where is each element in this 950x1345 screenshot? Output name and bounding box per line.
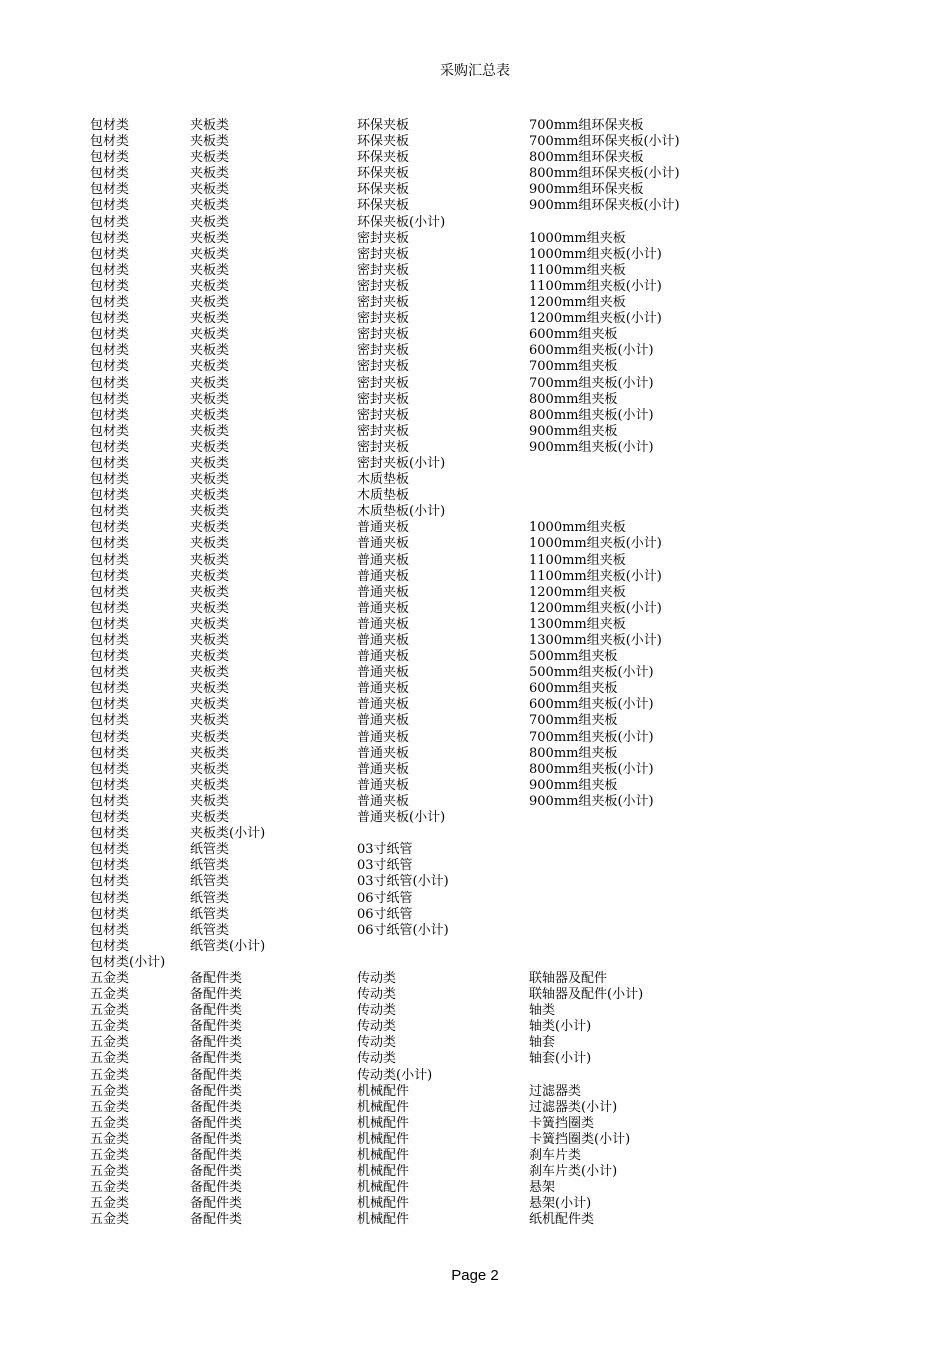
category-cell: 包材类 xyxy=(90,665,130,681)
item-group-cell: 06寸纸管(小计) xyxy=(357,922,449,938)
item-group-cell: 普通夹板 xyxy=(357,600,410,616)
item-group-cell: 普通夹板(小计) xyxy=(357,810,446,826)
category-cell: 包材类 xyxy=(90,134,130,150)
subcategory-cell: 夹板类 xyxy=(190,118,230,133)
item-cell: 轴套(小计) xyxy=(529,1051,592,1067)
item-cell: 悬架 xyxy=(529,1180,556,1196)
category-cell: 包材类 xyxy=(90,246,130,262)
category-cell: 包材类 xyxy=(90,568,130,584)
item-cell: 刹车片类(小计) xyxy=(529,1164,618,1180)
subcategory-cell: 夹板类 xyxy=(190,584,230,600)
category-cell: 包材类 xyxy=(90,906,130,922)
item-group-cell: 普通夹板 xyxy=(357,777,410,793)
subcategory-cell: 夹板类 xyxy=(190,134,230,150)
subcategory-cell: 夹板类 xyxy=(190,407,230,423)
subcategory-cell: 夹板类 xyxy=(190,520,230,536)
item-cell: 700mm组夹板(小计) xyxy=(529,729,654,745)
category-cell: 包材类 xyxy=(90,166,130,182)
subcategory-cell: 夹板类 xyxy=(190,439,230,455)
subcategory-cell: 夹板类 xyxy=(190,311,230,327)
subcategory-cell: 夹板类 xyxy=(190,246,230,262)
item-group-cell: 密封夹板 xyxy=(357,327,410,343)
item-cell: 500mm组夹板 xyxy=(529,649,618,665)
subcategory-cell: 夹板类 xyxy=(190,214,230,230)
item-group-cell: 传动类 xyxy=(357,1051,397,1067)
subcategory-cell: 夹板类 xyxy=(190,681,230,697)
item-cell: 1200mm组夹板(小计) xyxy=(529,600,662,616)
subcategory-cell: 备配件类 xyxy=(190,1019,243,1035)
category-cell: 包材类 xyxy=(90,633,130,648)
subcategory-cell: 纸管类 xyxy=(190,842,230,858)
category-cell: 包材类 xyxy=(90,649,130,665)
item-group-cell: 普通夹板 xyxy=(357,584,410,600)
category-cell: 包材类 xyxy=(90,793,130,809)
subcategory-cell: 夹板类 xyxy=(190,777,230,793)
category-cell: 包材类 xyxy=(90,504,130,520)
category-cell: 包材类 xyxy=(90,874,130,890)
item-cell: 900mm组夹板(小计) xyxy=(529,439,654,455)
category-cell: 五金类 xyxy=(90,1180,130,1196)
item-cell: 1200mm组夹板 xyxy=(529,584,626,600)
subcategory-cell: 备配件类 xyxy=(190,987,243,1003)
category-cell: 包材类 xyxy=(90,488,130,504)
subcategory-cell: 备配件类 xyxy=(190,1115,243,1131)
item-group-cell: 机械配件 xyxy=(357,1196,410,1212)
item-group-cell: 密封夹板 xyxy=(357,230,410,246)
category-cell: 包材类 xyxy=(90,375,130,391)
subcategory-cell: 纸管类 xyxy=(190,890,230,906)
category-cell: 包材类 xyxy=(90,262,130,278)
subcategory-cell: 夹板类 xyxy=(190,761,230,777)
category-cell: 包材类 xyxy=(90,407,130,423)
item-group-cell: 普通夹板 xyxy=(357,616,410,632)
category-cell: 包材类 xyxy=(90,439,130,455)
subcategory-cell: 纸管类(小计) xyxy=(190,938,266,954)
subcategory-cell: 备配件类 xyxy=(190,1067,243,1083)
category-cell: 包材类 xyxy=(90,455,130,471)
category-cell: 包材类 xyxy=(90,552,130,568)
category-cell: 包材类 xyxy=(90,697,130,713)
subcategory-cell: 备配件类 xyxy=(190,1148,243,1163)
item-cell: 900mm组夹板 xyxy=(529,777,618,793)
category-cell: 包材类 xyxy=(90,343,130,359)
subcategory-cell: 夹板类 xyxy=(190,150,230,166)
item-group-cell: 密封夹板 xyxy=(357,375,410,391)
subcategory-cell: 备配件类 xyxy=(190,1051,243,1067)
item-group-cell: 密封夹板 xyxy=(357,407,410,423)
item-group-cell: 机械配件 xyxy=(357,1083,410,1099)
item-group-cell: 传动类 xyxy=(357,1035,397,1051)
item-cell: 700mm组夹板(小计) xyxy=(529,375,654,391)
subcategory-cell: 备配件类 xyxy=(190,1164,243,1180)
category-cell: 包材类 xyxy=(90,150,130,166)
item-group-cell: 环保夹板 xyxy=(357,182,410,198)
item-group-cell: 普通夹板 xyxy=(357,552,410,568)
item-cell: 1000mm组夹板 xyxy=(529,520,626,536)
category-cell: 包材类 xyxy=(90,745,130,761)
item-cell: 800mm组夹板 xyxy=(529,745,618,761)
item-group-cell: 密封夹板 xyxy=(357,278,410,294)
item-group-cell: 传动类 xyxy=(357,987,397,1003)
item-cell: 纸机配件类 xyxy=(529,1212,595,1228)
subcategory-cell: 夹板类 xyxy=(190,262,230,278)
item-cell: 1000mm组夹板 xyxy=(529,230,626,246)
subcategory-cell: 夹板类 xyxy=(190,182,230,198)
item-group-cell: 密封夹板 xyxy=(357,439,410,455)
item-cell: 900mm组夹板(小计) xyxy=(529,793,654,809)
subcategory-cell: 夹板类 xyxy=(190,359,230,375)
item-group-cell: 环保夹板 xyxy=(357,118,410,133)
item-cell: 1000mm组夹板(小计) xyxy=(529,536,662,552)
item-cell: 轴类 xyxy=(529,1003,556,1019)
item-group-cell: 传动类 xyxy=(357,1003,397,1019)
subcategory-cell: 夹板类 xyxy=(190,600,230,616)
item-cell: 700mm组夹板 xyxy=(529,713,618,729)
item-group-cell: 密封夹板 xyxy=(357,359,410,375)
category-cell: 包材类 xyxy=(90,536,130,552)
item-cell: 600mm组夹板 xyxy=(529,681,618,697)
item-cell: 600mm组夹板(小计) xyxy=(529,343,654,359)
item-cell: 800mm组夹板(小计) xyxy=(529,761,654,777)
item-group-cell: 03寸纸管 xyxy=(357,858,413,874)
item-cell: 700mm组环保夹板(小计) xyxy=(529,134,680,150)
category-cell: 包材类 xyxy=(90,681,130,697)
item-cell: 1000mm组夹板(小计) xyxy=(529,246,662,262)
subcategory-cell: 备配件类 xyxy=(190,1212,243,1228)
category-cell: 包材类 xyxy=(90,922,130,938)
subcategory-cell: 夹板类 xyxy=(190,665,230,681)
subcategory-cell: 夹板类 xyxy=(190,697,230,713)
category-cell: 包材类 xyxy=(90,729,130,745)
item-cell: 1100mm组夹板 xyxy=(529,552,626,568)
category-cell: 包材类 xyxy=(90,311,130,327)
subcategory-cell: 纸管类 xyxy=(190,922,230,938)
item-cell: 1100mm组夹板 xyxy=(529,262,626,278)
item-cell: 悬架(小计) xyxy=(529,1196,592,1212)
subcategory-cell: 备配件类 xyxy=(190,1196,243,1212)
item-cell: 1300mm组夹板 xyxy=(529,616,626,632)
item-group-cell: 普通夹板 xyxy=(357,761,410,777)
item-group-cell: 机械配件 xyxy=(357,1180,410,1196)
category-cell: 包材类 xyxy=(90,826,130,842)
item-group-cell: 环保夹板 xyxy=(357,134,410,150)
category-cell: 包材类 xyxy=(90,182,130,198)
page-number: Page 2 xyxy=(451,1267,499,1284)
item-cell: 600mm组夹板 xyxy=(529,327,618,343)
item-cell: 1300mm组夹板(小计) xyxy=(529,633,662,648)
item-cell: 900mm组环保夹板(小计) xyxy=(529,198,680,214)
item-cell: 800mm组环保夹板(小计) xyxy=(529,166,680,182)
subcategory-cell: 夹板类 xyxy=(190,729,230,745)
subcategory-cell: 夹板类(小计) xyxy=(190,826,266,842)
item-group-cell: 普通夹板 xyxy=(357,793,410,809)
subcategory-cell: 夹板类 xyxy=(190,568,230,584)
item-group-cell: 普通夹板 xyxy=(357,649,410,665)
subcategory-cell: 备配件类 xyxy=(190,1131,243,1147)
subcategory-cell: 夹板类 xyxy=(190,166,230,182)
category-cell: 包材类 xyxy=(90,616,130,632)
subcategory-cell: 备配件类 xyxy=(190,1083,243,1099)
item-group-cell: 普通夹板 xyxy=(357,665,410,681)
item-cell: 联轴器及配件(小计) xyxy=(529,987,644,1003)
subcategory-cell: 夹板类 xyxy=(190,327,230,343)
item-group-cell: 普通夹板 xyxy=(357,520,410,536)
category-cell: 包材类 xyxy=(90,423,130,439)
subcategory-cell: 夹板类 xyxy=(190,793,230,809)
category-cell: 五金类 xyxy=(90,1035,130,1051)
item-group-cell: 机械配件 xyxy=(357,1212,410,1228)
category-cell: 包材类 xyxy=(90,600,130,616)
subcategory-cell: 夹板类 xyxy=(190,488,230,504)
item-group-cell: 密封夹板 xyxy=(357,423,410,439)
subcategory-cell: 夹板类 xyxy=(190,504,230,520)
item-group-cell: 密封夹板 xyxy=(357,295,410,311)
category-cell: 五金类 xyxy=(90,1196,130,1212)
item-group-cell: 密封夹板 xyxy=(357,246,410,262)
item-group-cell: 普通夹板 xyxy=(357,633,410,648)
item-cell: 1100mm组夹板(小计) xyxy=(529,568,662,584)
item-group-cell: 普通夹板 xyxy=(357,697,410,713)
subcategory-cell: 夹板类 xyxy=(190,649,230,665)
subcategory-cell: 夹板类 xyxy=(190,230,230,246)
item-cell: 1200mm组夹板 xyxy=(529,295,626,311)
category-cell: 包材类 xyxy=(90,391,130,407)
category-cell: 包材类 xyxy=(90,520,130,536)
category-cell: 五金类 xyxy=(90,1051,130,1067)
subcategory-cell: 夹板类 xyxy=(190,633,230,648)
item-group-cell: 环保夹板 xyxy=(357,150,410,166)
category-cell: 包材类 xyxy=(90,858,130,874)
category-cell: 五金类 xyxy=(90,1019,130,1035)
item-cell: 800mm组环保夹板 xyxy=(529,150,644,166)
category-cell: 包材类 xyxy=(90,472,130,488)
item-group-cell: 普通夹板 xyxy=(357,729,410,745)
item-group-cell: 密封夹板(小计) xyxy=(357,455,446,471)
subcategory-cell: 夹板类 xyxy=(190,745,230,761)
subcategory-cell: 纸管类 xyxy=(190,906,230,922)
subcategory-cell: 夹板类 xyxy=(190,423,230,439)
subcategory-cell: 备配件类 xyxy=(190,1180,243,1196)
subcategory-cell: 纸管类 xyxy=(190,858,230,874)
item-group-cell: 06寸纸管 xyxy=(357,890,413,906)
item-cell: 800mm组夹板 xyxy=(529,391,618,407)
subcategory-cell: 夹板类 xyxy=(190,713,230,729)
item-group-cell: 普通夹板 xyxy=(357,536,410,552)
category-cell: 包材类 xyxy=(90,890,130,906)
item-cell: 700mm组环保夹板 xyxy=(529,118,644,133)
category-cell: 包材类(小计) xyxy=(90,954,166,970)
subcategory-cell: 备配件类 xyxy=(190,1099,243,1115)
subcategory-cell: 夹板类 xyxy=(190,455,230,471)
item-cell: 600mm组夹板(小计) xyxy=(529,697,654,713)
subcategory-cell: 夹板类 xyxy=(190,198,230,214)
subcategory-cell: 夹板类 xyxy=(190,391,230,407)
category-cell: 包材类 xyxy=(90,713,130,729)
category-cell: 五金类 xyxy=(90,1099,130,1115)
category-cell: 包材类 xyxy=(90,761,130,777)
item-cell: 900mm组环保夹板 xyxy=(529,182,644,198)
category-cell: 五金类 xyxy=(90,1067,130,1083)
item-cell: 过滤器类(小计) xyxy=(529,1099,618,1115)
subcategory-cell: 备配件类 xyxy=(190,1035,243,1051)
item-cell: 1100mm组夹板(小计) xyxy=(529,278,662,294)
item-cell: 800mm组夹板(小计) xyxy=(529,407,654,423)
subcategory-cell: 夹板类 xyxy=(190,552,230,568)
item-group-cell: 传动类 xyxy=(357,1019,397,1035)
category-cell: 包材类 xyxy=(90,214,130,230)
item-group-cell: 密封夹板 xyxy=(357,343,410,359)
item-group-cell: 机械配件 xyxy=(357,1115,410,1131)
subcategory-cell: 夹板类 xyxy=(190,616,230,632)
category-cell: 包材类 xyxy=(90,118,130,133)
item-group-cell: 环保夹板 xyxy=(357,198,410,214)
subcategory-cell: 夹板类 xyxy=(190,295,230,311)
item-group-cell: 06寸纸管 xyxy=(357,906,413,922)
item-cell: 轴套 xyxy=(529,1035,556,1051)
subcategory-cell: 备配件类 xyxy=(190,1003,243,1019)
category-cell: 五金类 xyxy=(90,1115,130,1131)
item-group-cell: 木质垫板 xyxy=(357,472,410,488)
category-cell: 包材类 xyxy=(90,777,130,793)
item-group-cell: 传动类 xyxy=(357,970,397,986)
item-group-cell: 普通夹板 xyxy=(357,681,410,697)
item-group-cell: 机械配件 xyxy=(357,1131,410,1147)
item-cell: 700mm组夹板 xyxy=(529,359,618,375)
item-group-cell: 木质垫板(小计) xyxy=(357,504,446,520)
item-group-cell: 环保夹板(小计) xyxy=(357,214,446,230)
category-cell: 五金类 xyxy=(90,1131,130,1147)
item-group-cell: 机械配件 xyxy=(357,1099,410,1115)
category-cell: 五金类 xyxy=(90,1148,130,1163)
item-group-cell: 机械配件 xyxy=(357,1148,410,1163)
item-cell: 500mm组夹板(小计) xyxy=(529,665,654,681)
item-cell: 卡簧挡圈类 xyxy=(529,1115,595,1131)
category-cell: 包材类 xyxy=(90,198,130,214)
item-group-cell: 03寸纸管 xyxy=(357,842,413,858)
item-group-cell: 传动类(小计) xyxy=(357,1067,433,1083)
category-cell: 五金类 xyxy=(90,1083,130,1099)
item-group-cell: 密封夹板 xyxy=(357,311,410,327)
category-cell: 五金类 xyxy=(90,970,130,986)
category-cell: 包材类 xyxy=(90,938,130,954)
subcategory-cell: 纸管类 xyxy=(190,874,230,890)
item-group-cell: 环保夹板 xyxy=(357,166,410,182)
item-group-cell: 普通夹板 xyxy=(357,745,410,761)
category-cell: 包材类 xyxy=(90,278,130,294)
item-group-cell: 密封夹板 xyxy=(357,391,410,407)
item-group-cell: 木质垫板 xyxy=(357,488,410,504)
subcategory-cell: 夹板类 xyxy=(190,536,230,552)
category-cell: 包材类 xyxy=(90,810,130,826)
category-cell: 包材类 xyxy=(90,842,130,858)
category-cell: 包材类 xyxy=(90,230,130,246)
category-cell: 包材类 xyxy=(90,327,130,343)
subcategory-cell: 备配件类 xyxy=(190,970,243,986)
item-cell: 联轴器及配件 xyxy=(529,970,608,986)
subcategory-cell: 夹板类 xyxy=(190,278,230,294)
item-cell: 轴类(小计) xyxy=(529,1019,592,1035)
item-cell: 900mm组夹板 xyxy=(529,423,618,439)
category-cell: 包材类 xyxy=(90,295,130,311)
item-group-cell: 密封夹板 xyxy=(357,262,410,278)
subcategory-cell: 夹板类 xyxy=(190,343,230,359)
category-cell: 五金类 xyxy=(90,1212,130,1228)
category-cell: 五金类 xyxy=(90,1164,130,1180)
subcategory-cell: 夹板类 xyxy=(190,472,230,488)
category-cell: 五金类 xyxy=(90,987,130,1003)
item-group-cell: 普通夹板 xyxy=(357,713,410,729)
item-group-cell: 机械配件 xyxy=(357,1164,410,1180)
category-cell: 五金类 xyxy=(90,1003,130,1019)
item-cell: 卡簧挡圈类(小计) xyxy=(529,1131,631,1147)
item-group-cell: 普通夹板 xyxy=(357,568,410,584)
category-cell: 包材类 xyxy=(90,359,130,375)
subcategory-cell: 夹板类 xyxy=(190,810,230,826)
item-cell: 过滤器类 xyxy=(529,1083,582,1099)
item-group-cell: 03寸纸管(小计) xyxy=(357,874,449,890)
item-cell: 1200mm组夹板(小计) xyxy=(529,311,662,327)
category-cell: 包材类 xyxy=(90,584,130,600)
subcategory-cell: 夹板类 xyxy=(190,375,230,391)
page-title: 采购汇总表 xyxy=(440,63,510,79)
item-cell: 刹车片类 xyxy=(529,1148,582,1163)
